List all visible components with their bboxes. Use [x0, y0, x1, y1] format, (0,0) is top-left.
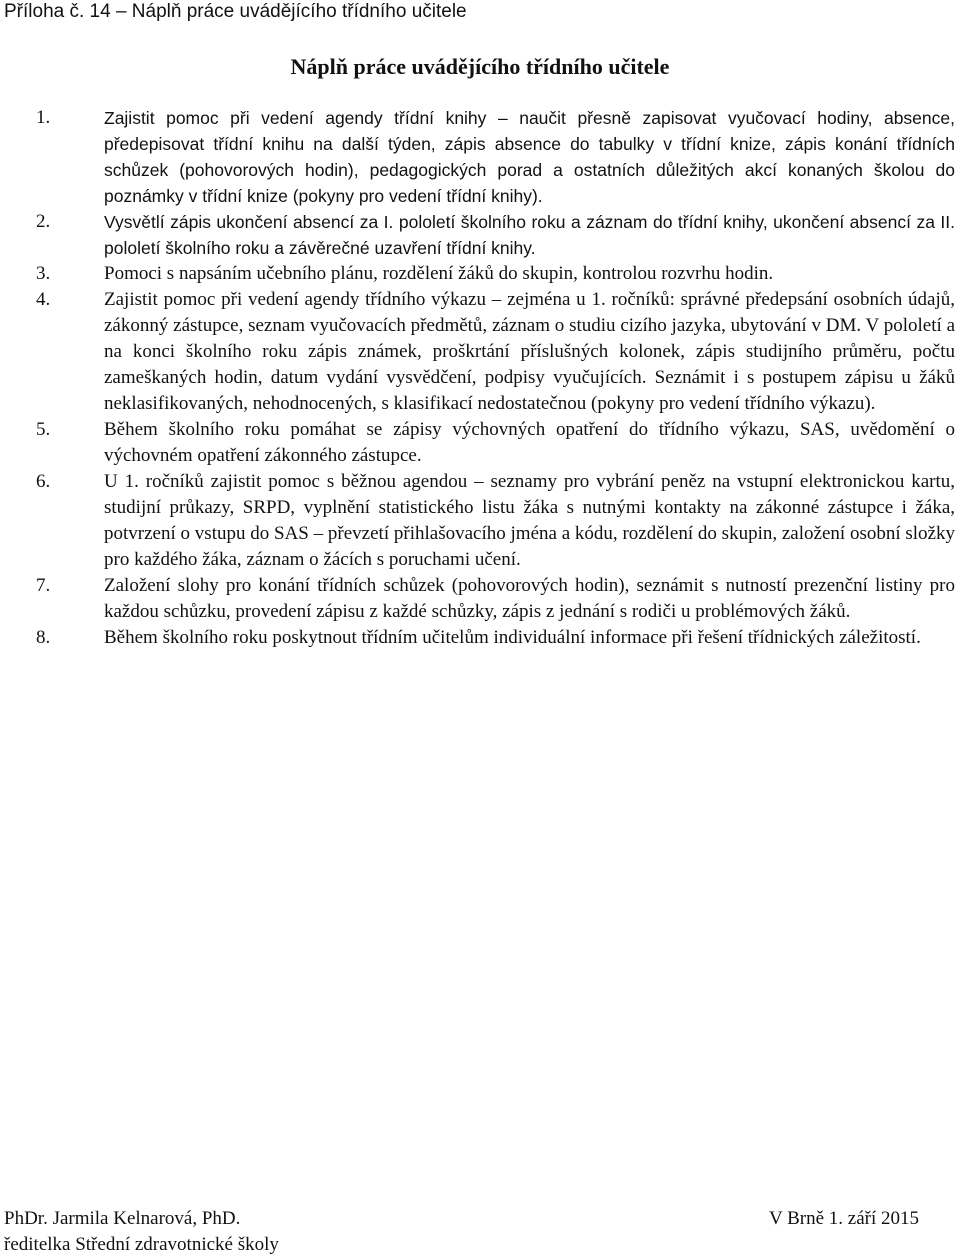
item-text: Pomoci s napsáním učebního plánu, rozdělení žáků do skupin, kontrolou rozvrhu hodin.	[104, 263, 774, 284]
item-number: 4.	[36, 289, 51, 310]
signature-block	[4, 1206, 279, 1258]
item-number: 1.	[36, 107, 51, 128]
annex-label: Příloha č. 14 – Náplň práce uvádějícího třídního učitele	[4, 1, 467, 22]
signatory-position: ředitelka Střední zdravotnické školy	[4, 1234, 279, 1255]
list-item	[0, 209, 960, 261]
item-number: 8.	[36, 627, 51, 648]
list-item	[0, 287, 960, 417]
document-title: Náplň práce uvádějícího třídního učitele	[290, 54, 670, 79]
list-item	[0, 417, 960, 469]
item-text: Vysvětlí zápis ukončení absencí za I. pololetí školního roku a záznam do třídní knihy, ukončení absencí za II. pololetí školního roku a závěrečné uzavření třídní knihy.	[104, 212, 955, 258]
item-number: 6.	[36, 471, 51, 492]
item-text: Zajistit pomoc při vedení agendy třídního výkazu – zejména u 1. ročníků: správné předepsání osobních údajů, zákonný zástupce, seznam vyučovacích předmětů, záznam o studiu cizího jazyka, ubytování v DM. V pololetí a na konci školního roku zápis známek, proškrtání příslušných kolonek, zápis studijního průměru, počtu zameškaných hodin, datum vydání vysvědčení, podpisy vyučujících. Seznámit i s postupem zápisu u žáků neklasifikovaných, nehodnocených, s klasifikací nedostatečnou (pokyny pro vedení třídního výkazu).	[104, 289, 955, 414]
item-number: 3.	[36, 263, 51, 284]
item-number: 2.	[36, 211, 51, 232]
list-item	[0, 469, 960, 573]
item-text: Během školního roku pomáhat se zápisy výchovných opatření do třídního výkazu, SAS, uvědomění o výchovném opatření zákonného zástupce.	[104, 419, 955, 466]
item-text: Zajistit pomoc při vedení agendy třídní knihy – naučit přesně zapisovat vyučovací hodiny, absence, předepisovat třídní knihu na další týden, zápis absence do tabulky v třídní knize, zápis konání třídních schůzek (pohovorových hodin), pedagogických porad a ostatních důležitých akcí konaných školou do poznámky v třídní knize (pokyny pro vedení třídní knihy).	[104, 108, 955, 206]
place-date: V Brně 1. září 2015	[768, 1208, 919, 1229]
list-item	[0, 261, 960, 287]
list-item	[0, 625, 960, 651]
list-item	[0, 105, 960, 209]
item-text: Během školního roku poskytnout třídním učitelům individuální informace při řešení třídnických záležitostí.	[104, 627, 921, 648]
signatory-name: PhDr. Jarmila Kelnarová, PhD.	[4, 1208, 241, 1229]
item-number: 7.	[36, 575, 51, 596]
item-text: Založení slohy pro konání třídních schůzek (pohovorových hodin), seznámit s nutností prezenční listiny pro každou schůzku, provedení zápisu z každé schůzky, zápis z jednání s rodiči u problémových žáků.	[104, 575, 955, 622]
duties-list	[0, 105, 960, 651]
list-item	[0, 573, 960, 625]
item-text: U 1. ročníků zajistit pomoc s běžnou agendou – seznamy pro vybrání peněz na vstupní elektronickou kartu, studijní průkazy, SRPD, vyplnění statistického listu žáka s nutnými kontakty na zákonné zástupce i žáka, potvrzení o vstupu do SAS – převzetí přihlašovacího jména a kódu, rozdělení do skupin, založení osobní složky pro každého žáka, záznam o žácích s poruchami učení.	[104, 471, 955, 570]
item-number: 5.	[36, 419, 51, 440]
